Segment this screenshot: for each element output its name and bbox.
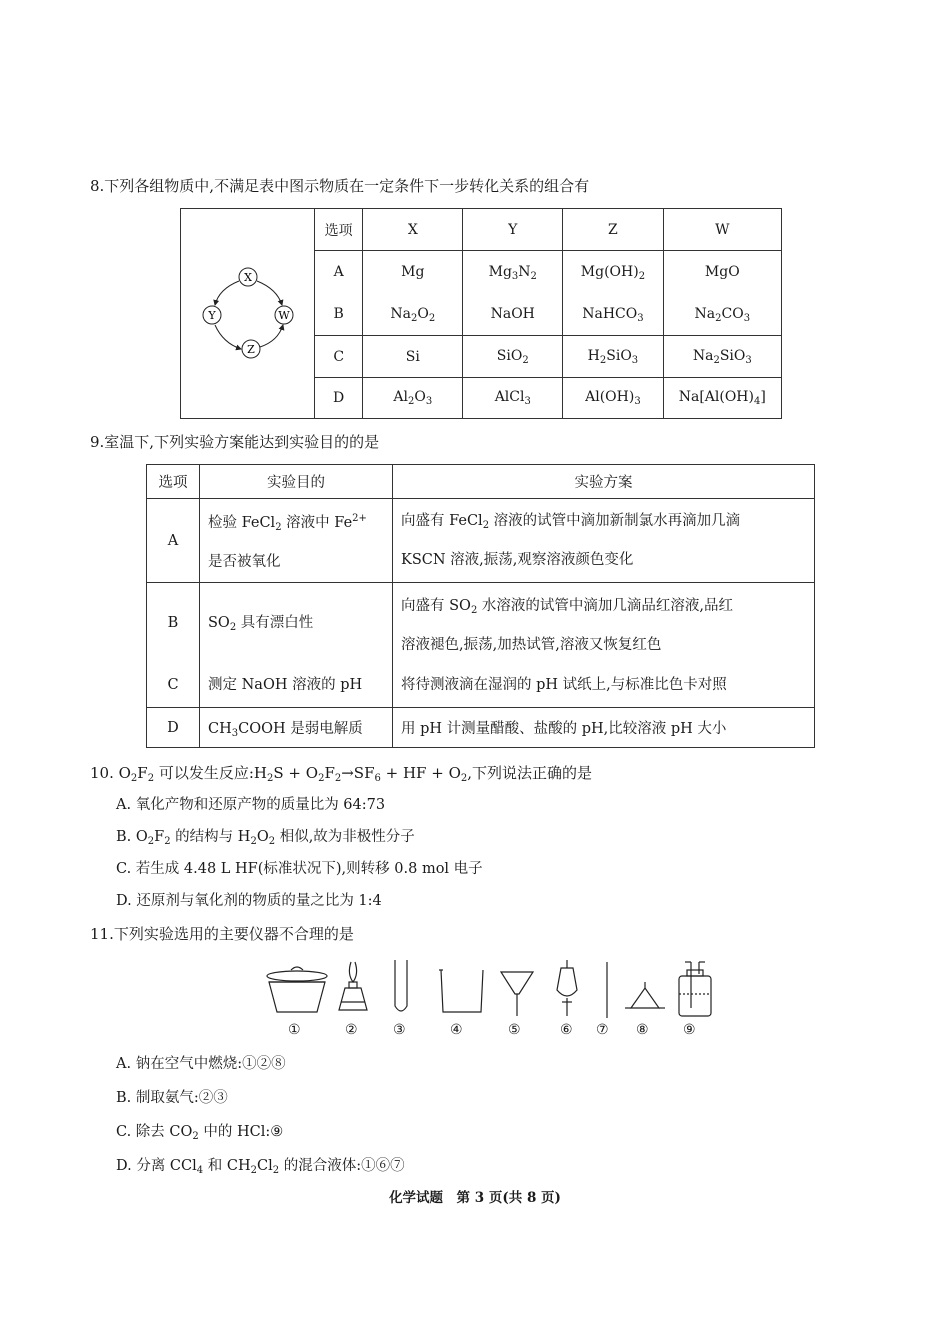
q9-header-row — [147, 465, 815, 499]
q11-stem: 11.下列实验选用的主要仪器不合理的是 — [90, 925, 354, 943]
q9-goal-b: $SO_2$ 具有漂白性 — [208, 615, 314, 633]
q8-x-ab — [363, 251, 463, 336]
apparatus-label-8: ⑧ — [636, 1022, 649, 1038]
q9-header-goal: 实验目的 — [200, 465, 393, 499]
gas-washing-bottle-icon — [679, 962, 711, 1016]
q9-opt-d: D — [147, 708, 200, 748]
q8-c-z: $H_2SiO_3$ — [563, 336, 663, 378]
q8-b-w: $Na_2CO_3$ — [694, 306, 751, 324]
node-y-label: Y — [208, 309, 216, 322]
apparatus-label-4: ④ — [450, 1022, 463, 1038]
node-z-label: Z — [247, 343, 255, 356]
q8-opt-c: C — [315, 336, 363, 378]
q10-stem: 10. $O_2F_2$ 可以发生反应$:H_2S + O_2F_2\to SF_6$ + HF + $O_2$,下列说法正确的是 — [90, 764, 593, 784]
q8-a-x: Mg — [401, 264, 425, 280]
conversion-cycle-diagram — [181, 209, 315, 418]
apparatus-label-7: ⑦ — [596, 1022, 609, 1038]
q8-z-ab — [563, 251, 663, 336]
q9-plan-a — [393, 499, 815, 583]
q9-stem: 9.室温下,下列实验方案能达到实验目的的是 — [90, 433, 380, 451]
q8-b-y: NaOH — [490, 306, 535, 322]
funnel-icon — [501, 972, 533, 1016]
apparatus-label-2: ② — [345, 1022, 358, 1038]
q8-header-z: Z — [563, 209, 663, 251]
q8-a-w: MgO — [704, 264, 740, 280]
q9-plan-c: 将待测液滴在湿润的 pH 试纸上,与标准比色卡对照 — [401, 677, 727, 693]
crucible-icon — [267, 967, 327, 1012]
q8-opt-b: B — [333, 306, 344, 322]
q9-plan-b-line2: 溶液褪色,振荡,加热试管,溶液又恢复红色 — [401, 637, 662, 653]
q8-cycle-box — [180, 208, 315, 419]
q10-option-b: B. $O_2F_2$ 的结构与 $H_2O_2$ 相似,故为非极性分子 — [116, 829, 415, 847]
q10-option-d: D. 还原剂与氧化剂的物质的量之比为 1:4 — [116, 893, 382, 909]
page-footer: 化学试题 第 3 页(共 8 页) — [389, 1190, 561, 1206]
q9-goal-a-line1: 检验 FeCl$_2$ 溶液中 $Fe^{2+}$ — [208, 513, 367, 533]
q9-header-option: 选项 — [147, 465, 200, 499]
q9-plan-b — [401, 583, 806, 663]
q8-opt-ab — [315, 251, 363, 336]
q9-goal-c: 测定 NaOH 溶液的 pH — [208, 677, 363, 693]
node-w-label: W — [278, 309, 290, 322]
q8-y-ab — [463, 251, 563, 336]
q8-c-w: $Na_2SiO_3$ — [663, 336, 781, 378]
q8-header-row — [315, 209, 782, 251]
q9-row-bc — [147, 583, 815, 708]
q11-option-b: B. 制取氨气:②③ — [116, 1090, 228, 1106]
q9-header-plan: 实验方案 — [393, 465, 815, 499]
q9-plan-b-line1: 向盛有 $SO_2$ 水溶液的试管中滴加几滴品红溶液,品红 — [401, 598, 734, 616]
q9-goal-a-line2: 是否被氧化 — [208, 554, 281, 570]
apparatus-label-6: ⑥ — [560, 1022, 573, 1038]
q8-a-y: $Mg_3N_2$ — [488, 264, 537, 282]
q11-option-d: D. 分离 CCl$_4$ 和 $CH_2Cl_2$ 的混合液体:①⑥⑦ — [116, 1158, 405, 1176]
arrow-x-to-w — [257, 281, 282, 305]
q8-b-z: NaHCO$_3$ — [582, 306, 644, 324]
q8-header-option: 选项 — [315, 209, 363, 251]
q9-plan-a-line1: 向盛有 FeCl$_2$ 溶液的试管中滴加新制氯水再滴加几滴 — [401, 513, 741, 531]
apparatus-figure — [255, 958, 725, 1023]
q8-a-z: $Mg(OH)_2$ — [580, 264, 646, 282]
q9-plan-d: 用 pH 计测量醋酸、盐酸的 pH,比较溶液 pH 大小 — [393, 708, 815, 748]
q11-option-a: A. 钠在空气中燃烧:①②⑧ — [116, 1056, 286, 1072]
apparatus-label-9: ⑨ — [683, 1022, 696, 1038]
q8-b-x: $Na_2O_2$ — [390, 306, 436, 324]
q11-option-c: C. 除去 $CO_2$ 中的 HCl:⑨ — [116, 1124, 284, 1142]
q8-d-w: $Na[Al(OH)_4]$ — [663, 378, 781, 419]
q9-plan-a-line2: KSCN 溶液,振荡,观察溶液颜色变化 — [401, 552, 634, 568]
q9-opt-a: A — [147, 499, 200, 583]
arrow-z-to-w — [260, 325, 283, 347]
arrow-y-to-z — [215, 325, 241, 349]
q10-option-c: C. 若生成 4.48 L HF(标准状况下),则转移 0.8 mol 电子 — [116, 861, 483, 877]
beaker-icon — [439, 970, 483, 1012]
q9-opt-c: C — [167, 677, 179, 693]
separatory-funnel-icon — [557, 960, 577, 1016]
clay-triangle-icon — [625, 982, 665, 1008]
q8-d-y: AlCl$_3$ — [463, 378, 563, 419]
q8-opt-d: D — [315, 378, 363, 419]
q8-opt-a: A — [333, 264, 344, 280]
q9-goal-a — [200, 499, 393, 583]
q8-d-z: $Al(OH)_3$ — [563, 378, 663, 419]
alcohol-lamp-icon — [339, 962, 367, 1010]
q8-d-x: $Al_2O_3$ — [363, 378, 463, 419]
q8-row-c — [315, 336, 782, 378]
q9-opt-b: B — [167, 615, 179, 631]
q8-w-ab — [663, 251, 781, 336]
arrow-x-to-y — [215, 281, 239, 305]
q8-header-y: Y — [463, 209, 563, 251]
node-x-label: X — [244, 271, 252, 284]
q9-plan-bc — [393, 583, 815, 708]
apparatus-label-3: ③ — [393, 1022, 406, 1038]
q9-row-d — [147, 708, 815, 748]
q8-c-y: SiO$_2$ — [463, 336, 563, 378]
apparatus-label-5: ⑤ — [508, 1022, 521, 1038]
q8-c-x: Si — [363, 336, 463, 378]
q8-header-x: X — [363, 209, 463, 251]
q9-opt-bc — [147, 583, 200, 708]
test-tube-icon — [395, 960, 407, 1011]
q8-header-w: W — [663, 209, 781, 251]
q8-stem: 8.下列各组物质中,不满足表中图示物质在一定条件下一步转化关系的组合有 — [90, 177, 590, 195]
q9-goal-bc — [200, 583, 393, 708]
q8-row-ab — [315, 251, 782, 336]
q9-table — [146, 464, 815, 748]
q8-row-d — [315, 378, 782, 419]
apparatus-label-1: ① — [288, 1022, 301, 1038]
q10-option-a: A. 氧化产物和还原产物的质量比为 64:73 — [116, 797, 386, 813]
q9-goal-d: $CH_3COOH$ 是弱电解质 — [200, 708, 393, 748]
q9-row-a — [147, 499, 815, 583]
q8-table — [314, 208, 782, 419]
